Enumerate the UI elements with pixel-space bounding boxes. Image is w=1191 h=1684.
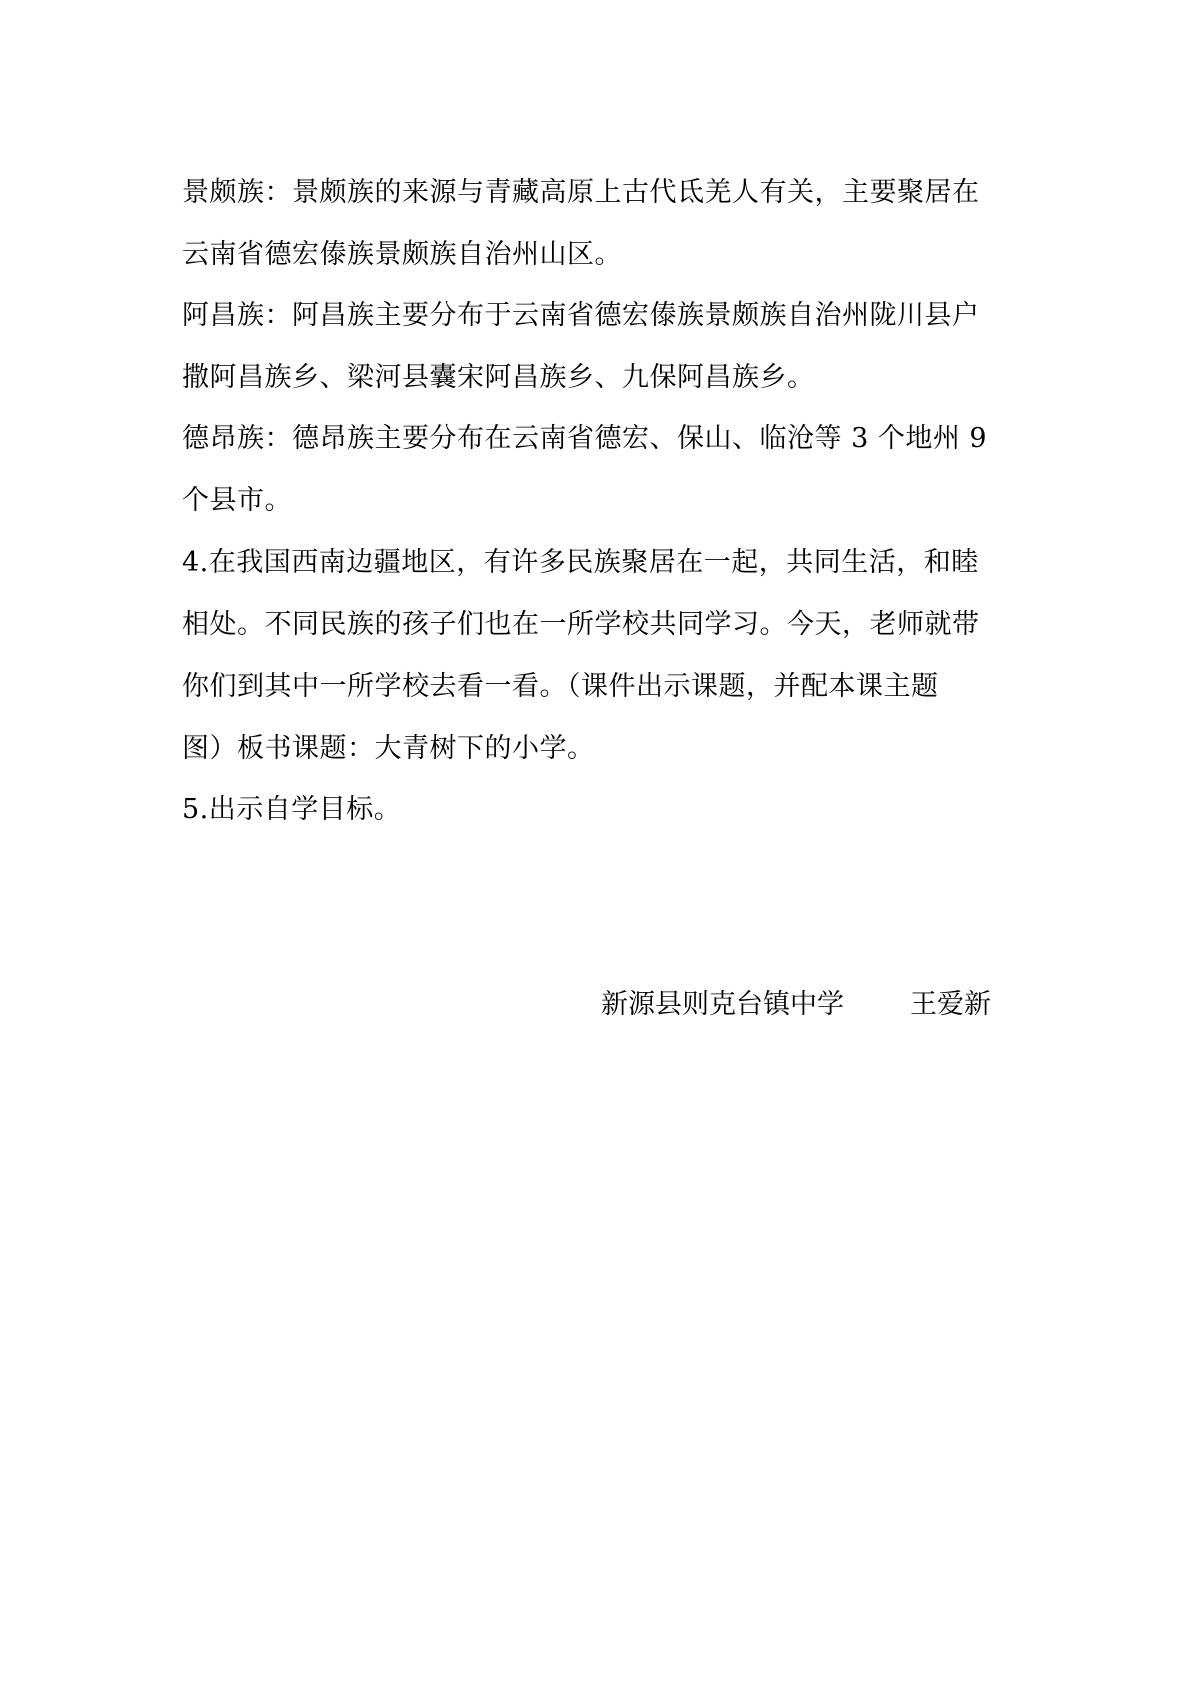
signature-school: 新源县则克台镇中学 — [601, 989, 844, 1020]
text-line: 景颇族：景颇族的来源与青藏高原上古代氐羌人有关，主要聚居在 — [182, 177, 980, 208]
text-line: 个县市。 — [182, 485, 292, 516]
text-line: 相处。不同民族的孩子们也在一所学校共同学习。今天，老师就带 — [182, 609, 980, 640]
text-line: 你们到其中一所学校去看一看。（课件出示课题，并配本课主题 — [182, 671, 939, 702]
text-line: 4.在我国西南边疆地区，有许多民族聚居在一起，共同生活，和睦 — [182, 547, 979, 578]
text-line: 云南省德宏傣族景颇族自治州山区。 — [182, 239, 622, 270]
signature-author: 王爱新 — [910, 989, 991, 1020]
text-line: 德昂族：德昂族主要分布在云南省德宏、保山、临沧等 3 个地州 9 — [182, 423, 988, 454]
text-line: 图）板书课题：大青树下的小学。 — [182, 733, 595, 764]
text-line: 撒阿昌族乡、梁河县囊宋阿昌族乡、九保阿昌族乡。 — [182, 362, 815, 393]
text-line: 5.出示自学目标。 — [182, 794, 402, 825]
text-line: 阿昌族：阿昌族主要分布于云南省德宏傣族景颇族自治州陇川县户 — [182, 300, 980, 331]
